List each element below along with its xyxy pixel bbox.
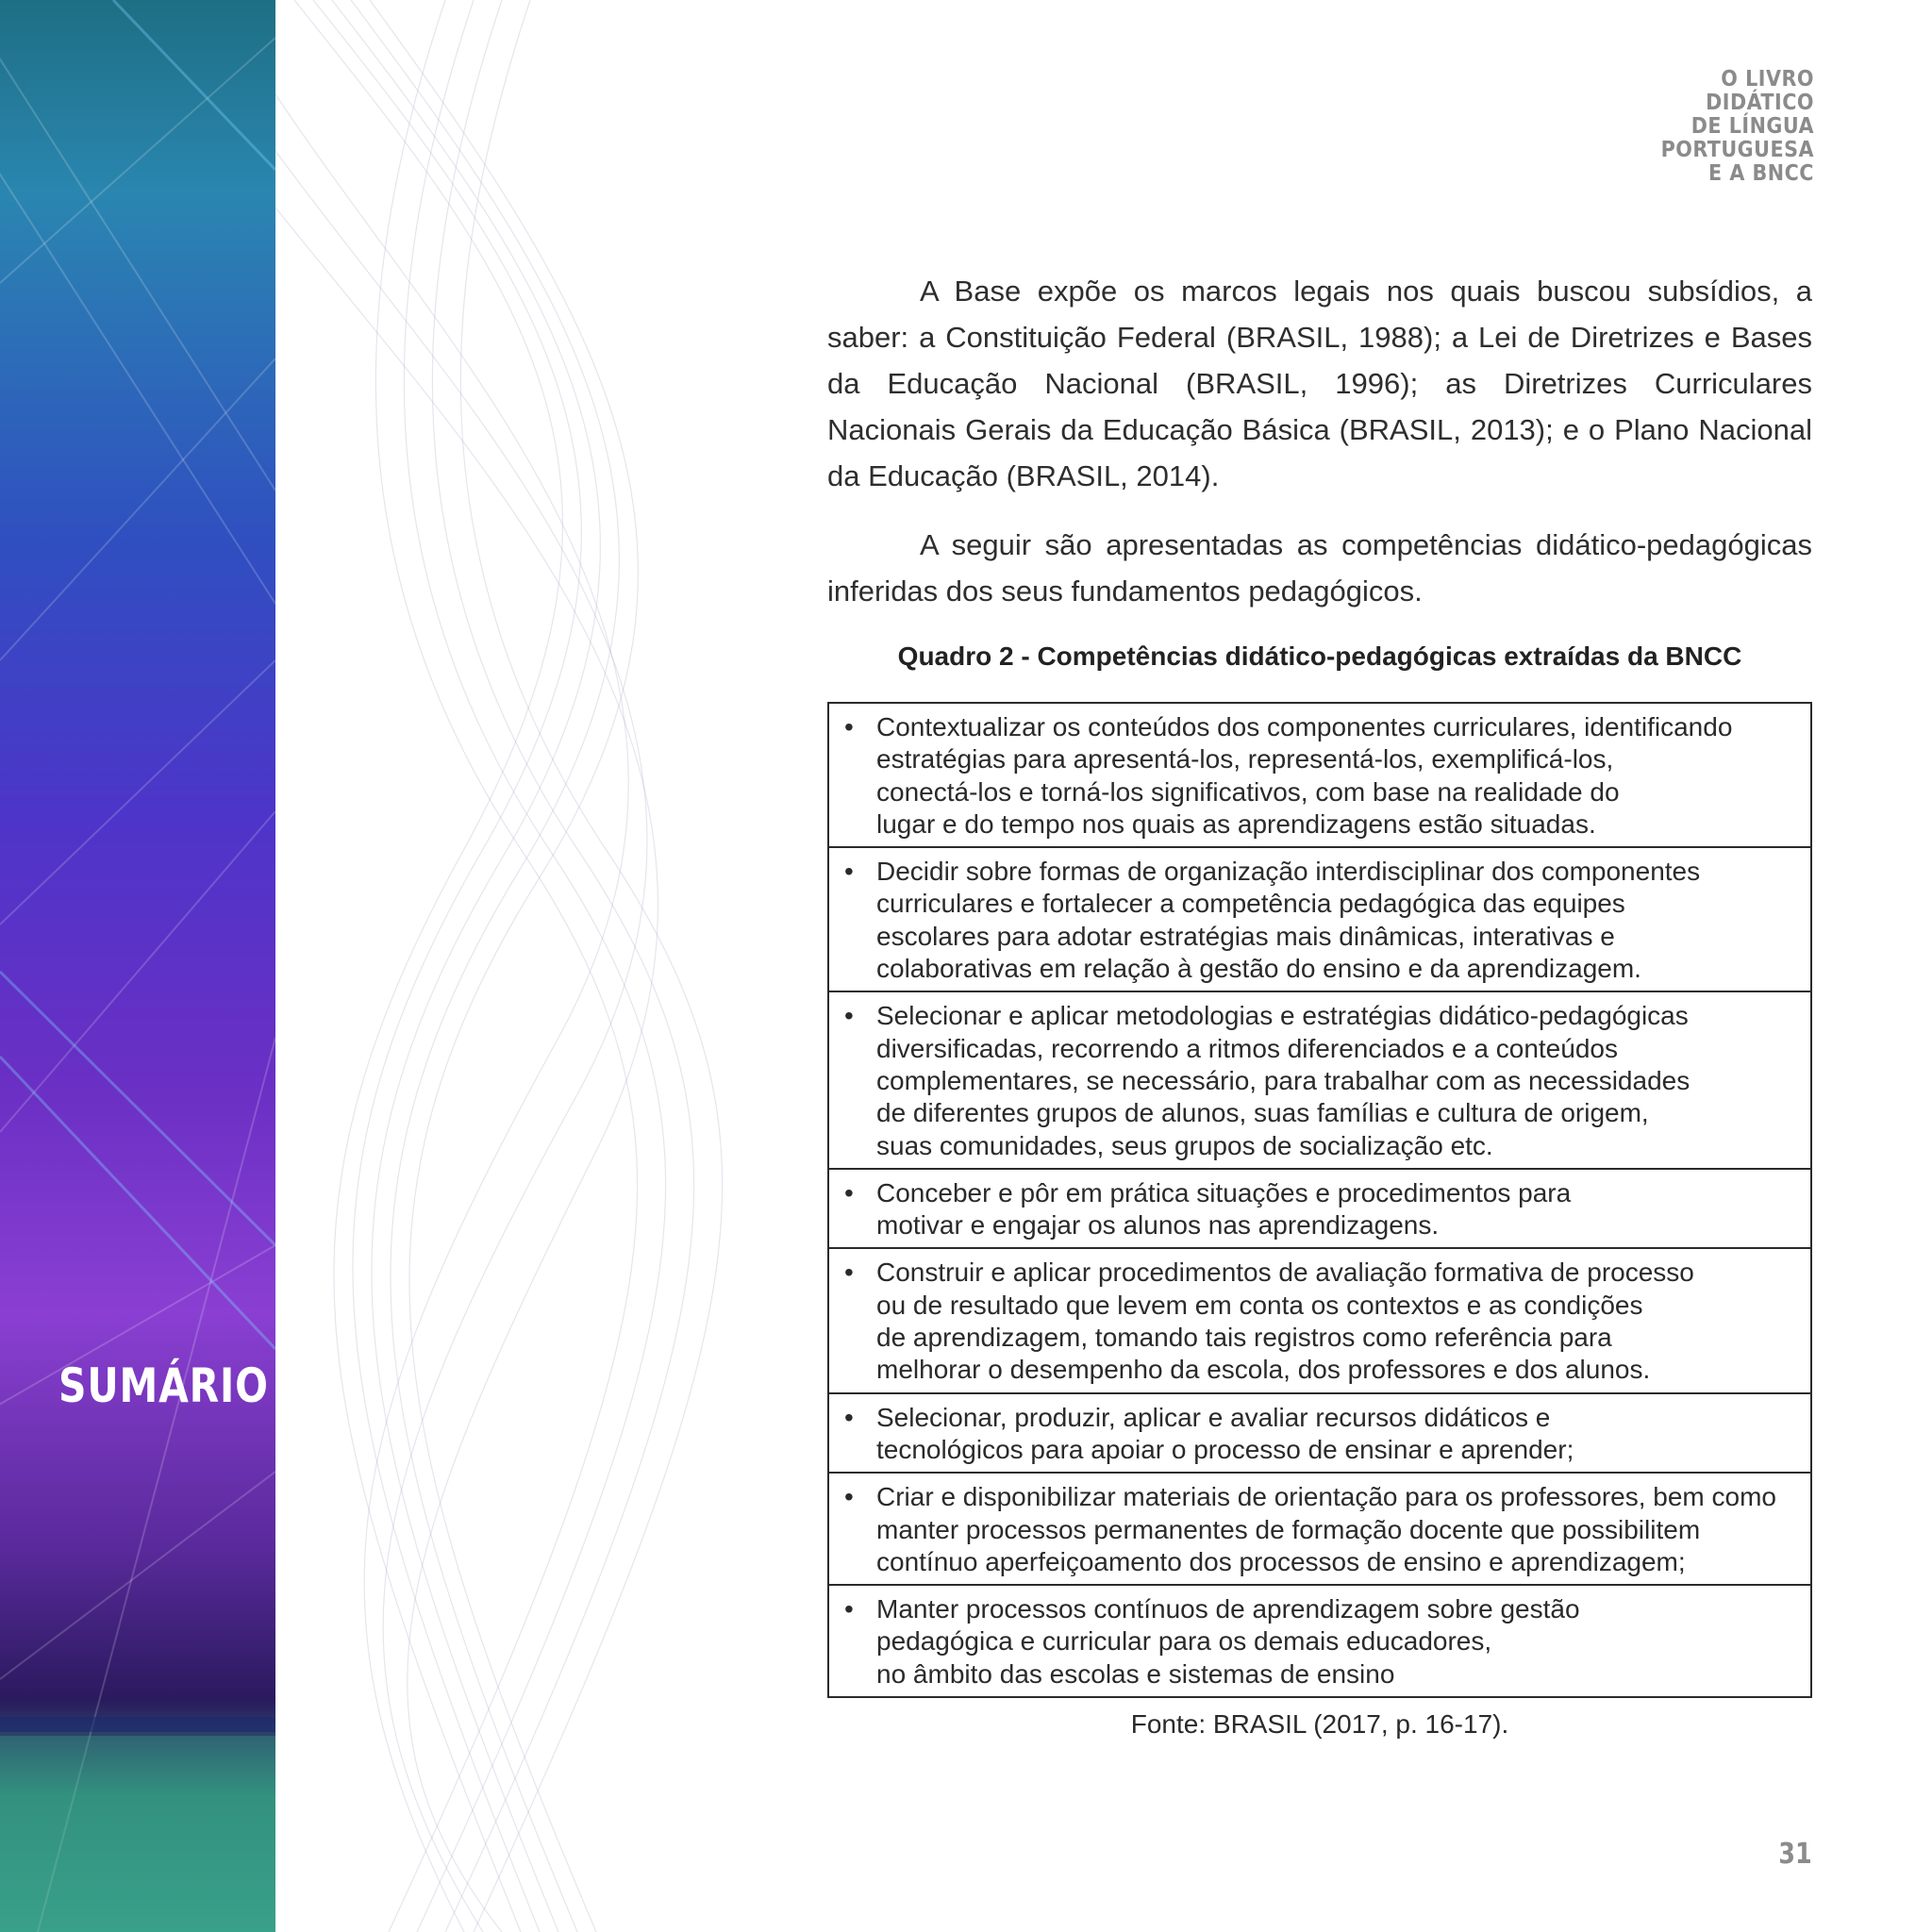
book-title-line: DIDÁTICO [1706, 91, 1814, 115]
wave-background [275, 0, 804, 1932]
competencies-table [827, 702, 1812, 1698]
book-title-line: PORTUGUESA [1660, 138, 1814, 162]
bullet-icon: • [844, 1482, 854, 1512]
decorative-lines [0, 0, 275, 1932]
bullet-icon: • [844, 1402, 854, 1432]
table-row [828, 1169, 1811, 1249]
side-panel [0, 0, 275, 1932]
table-cell: Selecionar, produzir, aplicar e avaliar recursos didáticos e tecnológicos para apoiar o processo de ensinar e aprender; [876, 1402, 1574, 1464]
paragraph: A Base expõe os marcos legais nos quais buscou subsídios, a saber: a Constituição Federal (BRASIL, 1988); a Lei de Diretrizes e Bases da Educação Nacional (BRASIL, 1996); as Diretrizes Curriculares Nacionais Gerais da Educação Básica (BRASIL, 2013); e o Plano Nacional da Educação (BRASIL, 2014). [827, 275, 1812, 492]
table-cell: Conceber e pôr em prática situações e procedimentos para motivar e engajar os alunos nas aprendizagens. [876, 1177, 1572, 1241]
table-cell: Decidir sobre formas de organização interdisciplinar dos componentes curriculares e fortalecer a competência pedagógica das equipes escolares para adotar estratégias mais dinâmicas, interativas e colaborativas em relação à gestão do ensino e da aprendizagem. [876, 857, 1701, 984]
bullet-icon: • [844, 1177, 854, 1208]
book-title [1625, 68, 1814, 186]
quadro-caption: Quadro 2 - Competências didático-pedagógicas extraídas da BNCC [897, 641, 1742, 671]
table-cell: Contextualizar os conteúdos dos componentes curriculares, identificando estratégias para apresentá-los, representá-los, exemplificá-los, conectá-los e torná-los significativos, com base na realidade do lugar e do tempo nos quais as aprendizagens estão situadas. [876, 712, 1733, 839]
table-cell: Construir e aplicar procedimentos de avaliação formativa de processo ou de resultado que levem em conta os contextos e as condições de aprendizagem, tomando tais registros como referência para melhorar o desempenho da escola, dos professores e dos alunos. [876, 1257, 1694, 1385]
book-title-line: E A BNCC [1707, 161, 1814, 186]
book-title-line: O LIVRO [1721, 67, 1814, 92]
table-cell: Criar e disponibilizar materiais de orientação para os professores, bem como manter processos permanentes de formação docente que possibilitem contínuo aperfeiçoamento dos processos de ensino e aprendizagem; [876, 1482, 1776, 1576]
bullet-icon: • [844, 1257, 854, 1288]
table-row [828, 1473, 1811, 1585]
table-row [828, 1585, 1811, 1697]
bullet-icon: • [844, 1001, 854, 1031]
body-text [827, 268, 1812, 637]
table-row [828, 703, 1811, 847]
table-cell: Manter processos contínuos de aprendizagem sobre gestão pedagógica e curricular para os demais educadores, no âmbito das escolas e sistemas de ensino [876, 1594, 1580, 1689]
table-row [828, 1248, 1811, 1392]
paragraph: A seguir são apresentadas as competências didático-pedagógicas inferidas dos seus fundamentos pedagógicos. [827, 528, 1812, 608]
bullet-icon: • [844, 1594, 854, 1624]
table-row [828, 1393, 1811, 1474]
table-row [828, 991, 1811, 1168]
book-title-line: DE LÍNGUA [1690, 114, 1814, 139]
bullet-icon: • [844, 857, 854, 887]
bullet-icon: • [844, 712, 854, 741]
table-cell: Selecionar e aplicar metodologias e estratégias didático-pedagógicas diversificadas, recorrendo a ritmos diferenciados e a conteúdos complementares, se necessário, para trabalhar com as necessidades de diferentes grupos de alunos, suas famílias e cultura de origem, suas comunidades, seus grupos de socialização etc. [876, 1001, 1690, 1160]
page-number: 31 [1778, 1838, 1812, 1871]
table-row [828, 847, 1811, 991]
sumario-link[interactable]: SUMÁRIO [58, 1358, 269, 1413]
source-note: Fonte: BRASIL (2017, p. 16-17). [1130, 1709, 1509, 1739]
